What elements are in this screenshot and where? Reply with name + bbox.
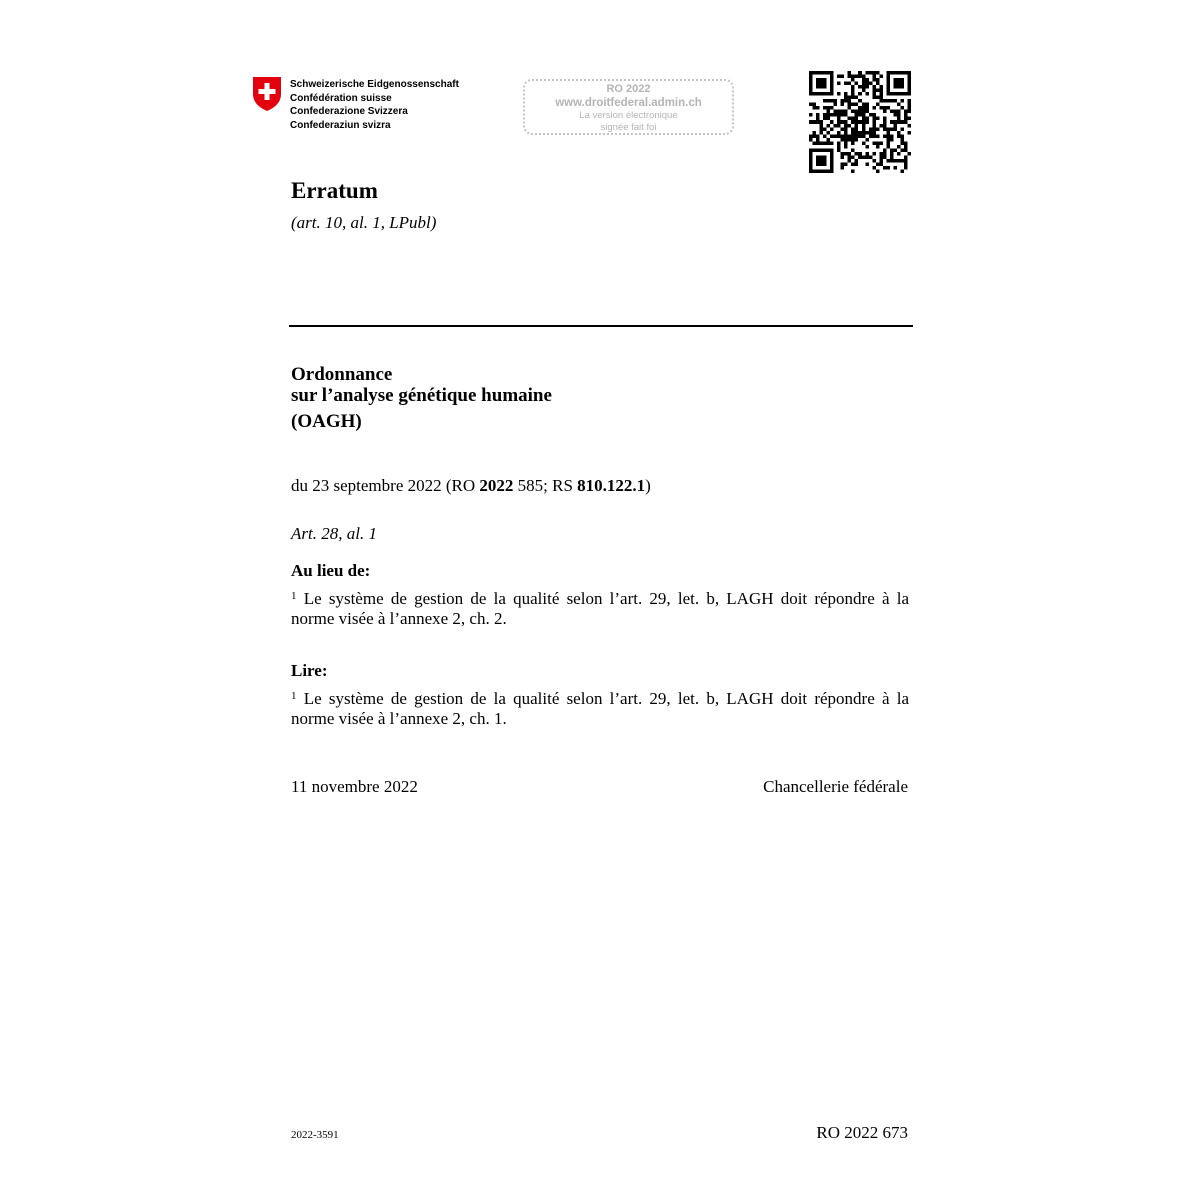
stamp-website: www.droitfederal.admin.ch <box>555 97 702 109</box>
closing-date: 11 novembre 2022 <box>291 777 418 796</box>
confederation-name-rm: Confederaziun svizra <box>290 119 391 131</box>
reference-mid: 585; RS <box>513 476 578 495</box>
instead-line-1: $^1$ Le système de gestion de la qualité selon l’art. 29, let. b, LAGH doit répondre à la <box>291 589 909 608</box>
read-line-1: $^1$ Le système de gestion de la qualité selon l’art. 29, let. b, LAGH doit répondre à la <box>291 689 909 708</box>
document-title: Erratum <box>291 178 378 203</box>
title-divider <box>289 325 913 327</box>
electronic-signature-stamp <box>523 79 734 135</box>
article-reference: Art. 28, al. 1 <box>291 524 377 543</box>
act-title-line-1: Ordonnance <box>291 364 393 385</box>
footer-document-number: 2022-3591 <box>291 1129 339 1141</box>
instead-paragraph-number: 1 <box>291 590 297 602</box>
reference-ro-year: 2022 <box>479 476 514 495</box>
read-paragraph-number: 1 <box>291 690 297 702</box>
swiss-cross-shield-icon <box>252 76 282 112</box>
qr-code-icon <box>809 71 911 173</box>
confederation-logo <box>252 76 459 132</box>
confederation-names <box>290 78 459 132</box>
reference-suffix: ) <box>645 476 651 495</box>
act-title <box>291 364 552 406</box>
act-abbreviation: (OAGH) <box>291 411 362 432</box>
closing-authority: Chancellerie fédérale <box>763 777 908 796</box>
confederation-name-it: Confederazione Svizzera <box>290 106 408 117</box>
confederation-name-de: Schweizerische Eidgenossenschaft <box>290 79 459 90</box>
instead-paragraph <box>291 589 909 629</box>
stamp-note-2: signée fait foi <box>600 122 657 133</box>
reference-prefix: du 23 septembre 2022 (RO <box>291 476 480 495</box>
confederation-name-fr: Confédération suisse <box>290 92 392 104</box>
publication-reference <box>291 476 651 496</box>
stamp-note-1: La version électronique <box>579 110 678 121</box>
read-label: Lire: <box>291 661 328 680</box>
stamp-collection: RO 2022 <box>606 83 651 95</box>
instead-label: Au lieu de: <box>291 561 371 580</box>
read-paragraph <box>291 689 909 729</box>
instead-line-2: norme visée à l’annexe 2, ch. 2. <box>291 609 507 628</box>
footer-page-reference: RO 2022 673 <box>816 1123 908 1142</box>
read-line-2: norme visée à l’annexe 2, ch. 1. <box>291 709 507 728</box>
reference-rs-number: 810.122.1 <box>577 476 646 495</box>
act-title-line-2: sur l’analyse génétique humaine <box>291 385 552 406</box>
document-subtitle: (art. 10, al. 1, LPubl) <box>291 213 437 232</box>
